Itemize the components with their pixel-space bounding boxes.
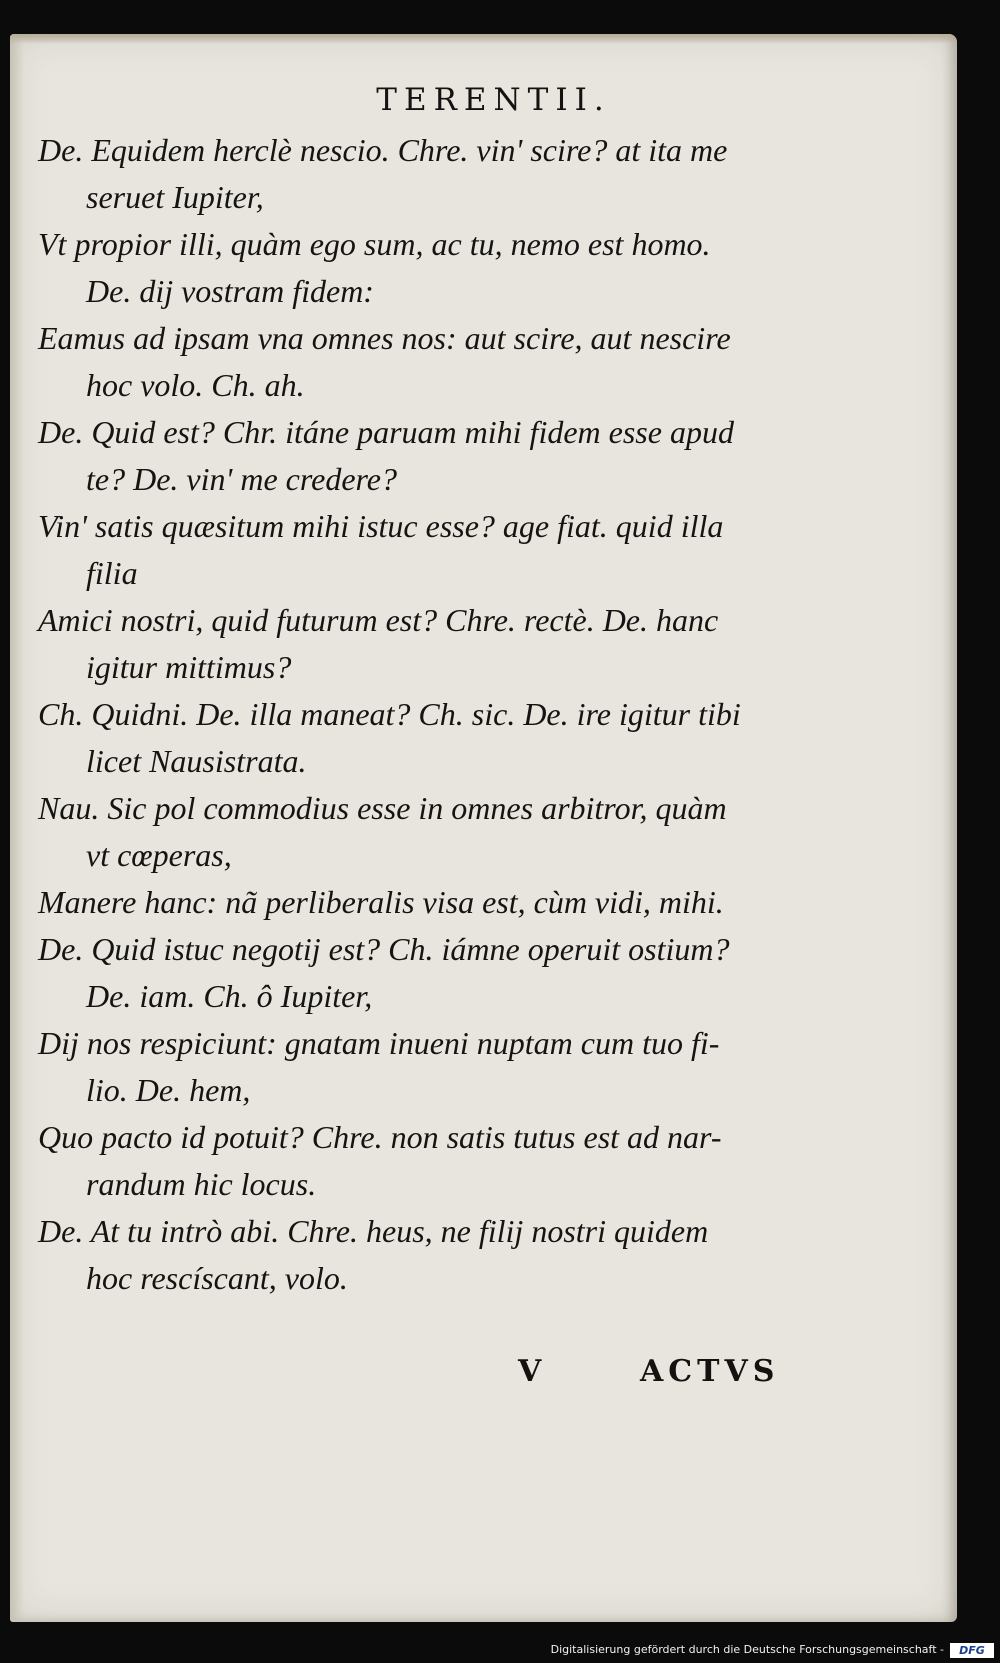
text-line: De. Quid istuc negotij est? Ch. iámne operuit ostium? xyxy=(38,931,730,967)
text-line: Vin' satis quæsitum mihi istuc esse? age fiat. quid illa xyxy=(38,508,724,544)
running-title: TERENTII. xyxy=(376,82,611,118)
text-line: Dij nos respiciunt: gnatam inueni nuptam cum tuo fi- xyxy=(38,1025,720,1061)
text-line: vt cœperas, xyxy=(86,837,232,873)
text-line: De. At tu intrò abi. Chre. heus, ne filij nostri quidem xyxy=(38,1213,709,1249)
book-page xyxy=(10,34,957,1622)
catchword: ACTVS xyxy=(640,1354,780,1389)
text-line: Amici nostri, quid futurum est? Chre. rectè. De. hanc xyxy=(38,602,719,638)
text-line: seruet Iupiter, xyxy=(86,179,264,215)
text-line: licet Nausistrata. xyxy=(86,743,307,779)
signature-mark: V xyxy=(518,1354,542,1389)
text-line: te? De. vin' me credere? xyxy=(86,461,397,497)
text-line: De. Quid est? Chr. itáne paruam mihi fidem esse apud xyxy=(38,414,734,450)
text-line: lio. De. hem, xyxy=(86,1072,251,1108)
text-line: Eamus ad ipsam vna omnes nos: aut scire, aut nescire xyxy=(38,320,731,356)
text-line: igitur mittimus? xyxy=(86,649,292,685)
text-line: randum hic locus. xyxy=(86,1166,317,1202)
funding-note: Digitalisierung gefördert durch die Deutsche Forschungsgemeinschaft - xyxy=(550,1643,944,1656)
digitization-banner xyxy=(0,1640,1000,1663)
text-line: De. dij vostram fidem: xyxy=(86,273,374,309)
text-line: De. iam. Ch. ô Iupiter, xyxy=(86,978,373,1014)
text-line: Ch. Quidni. De. illa maneat? Ch. sic. De. ire igitur tibi xyxy=(38,696,741,732)
dfg-logo: DFG xyxy=(950,1643,994,1658)
text-line: filia xyxy=(86,555,138,591)
text-line: hoc volo. Ch. ah. xyxy=(86,367,305,403)
text-line: Nau. Sic pol commodius esse in omnes arbitror, quàm xyxy=(38,790,727,826)
text-line: Quo pacto id potuit? Chre. non satis tutus est ad nar- xyxy=(38,1119,722,1155)
text-line: Manere hanc: nã perliberalis visa est, cùm vidi, mihi. xyxy=(38,884,724,920)
text-line: Vt propior illi, quàm ego sum, ac tu, nemo est homo. xyxy=(38,226,711,262)
text-line: De. Equidem herclè nescio. Chre. vin' scire? at ita me xyxy=(38,132,728,168)
text-line: hoc rescíscant, volo. xyxy=(86,1260,348,1296)
page-gutter-shadow xyxy=(10,34,24,1622)
page-top-edge xyxy=(10,34,957,44)
body-text xyxy=(38,127,828,1302)
